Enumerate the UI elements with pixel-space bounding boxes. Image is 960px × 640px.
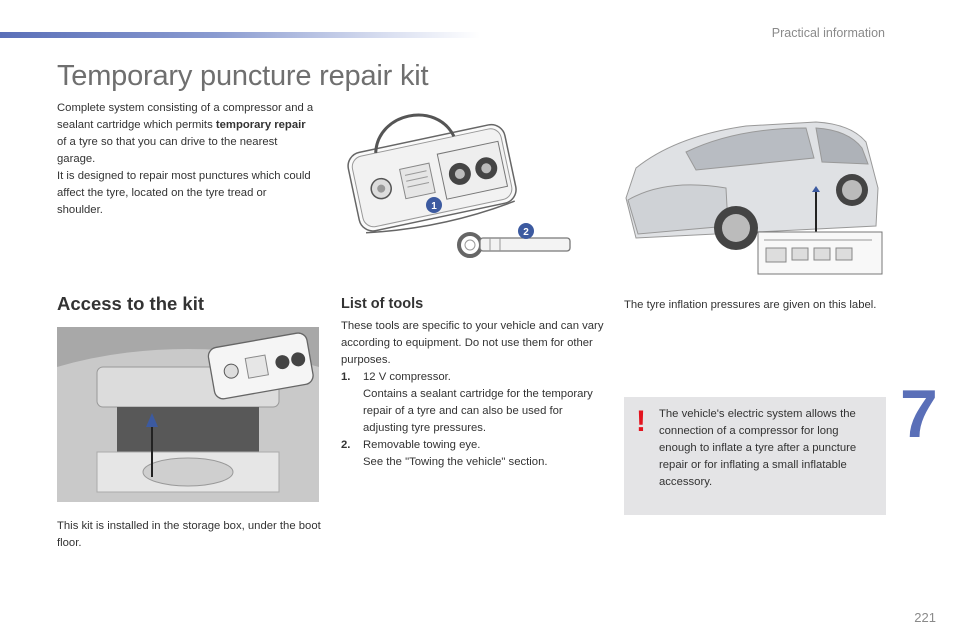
tool-number: 2. bbox=[341, 439, 351, 451]
boot-storage-photo bbox=[57, 327, 319, 502]
warning-text: The vehicle's electric system allows the connection of a compressor for long enough to inflate a tyre after a puncture repair or for inflating a small inflatable accessory. bbox=[659, 408, 857, 488]
tool-number: 1. bbox=[341, 371, 351, 383]
warning-icon: ! bbox=[636, 405, 646, 438]
warning-box bbox=[624, 397, 886, 515]
callout-1-label: 1 bbox=[431, 201, 437, 212]
boot-caption: This kit is installed in the storage box, under the boot floor. bbox=[57, 520, 321, 549]
list-item bbox=[341, 369, 606, 437]
list-item bbox=[341, 437, 606, 471]
intro-bold: temporary repair bbox=[215, 119, 306, 131]
tool-title: 12 V compressor. bbox=[363, 371, 451, 383]
tool-title: Removable towing eye. bbox=[363, 439, 481, 451]
callout-2-label: 2 bbox=[523, 227, 529, 238]
tool-desc: Contains a sealant cartridge for the temporary repair of a tyre and can also be used for adjusting tyre pressures. bbox=[363, 388, 593, 434]
access-heading: Access to the kit bbox=[57, 293, 205, 314]
intro-line2: It is designed to repair most punctures which could affect the tyre, located on the tyre tread or shoulder. bbox=[57, 170, 311, 216]
pressure-note: The tyre inflation pressures are given on this label. bbox=[624, 299, 877, 311]
tool-text bbox=[363, 437, 606, 471]
page-title: Temporary puncture repair kit bbox=[57, 60, 429, 92]
intro-part1: Complete system consisting of a compressor and a sealant cartridge which permits bbox=[57, 102, 314, 131]
page-number: 221 bbox=[914, 610, 936, 625]
tool-text bbox=[363, 369, 606, 437]
repair-kit-illustration bbox=[340, 98, 580, 268]
intro-part2: of a tyre so that you can drive to the nearest garage. bbox=[57, 136, 278, 165]
tools-list bbox=[341, 318, 606, 471]
car-illustration bbox=[616, 108, 886, 280]
tools-intro: These tools are specific to your vehicle and can vary according to equipment. Do not use them for other purposes. bbox=[341, 320, 604, 366]
header-accent-bar bbox=[0, 32, 480, 38]
intro-text bbox=[57, 100, 315, 219]
tools-heading: List of tools bbox=[341, 296, 424, 312]
tool-desc: See the "Towing the vehicle" section. bbox=[363, 456, 548, 468]
chapter-number: 7 bbox=[900, 376, 938, 452]
section-label: Practical information bbox=[771, 26, 885, 40]
